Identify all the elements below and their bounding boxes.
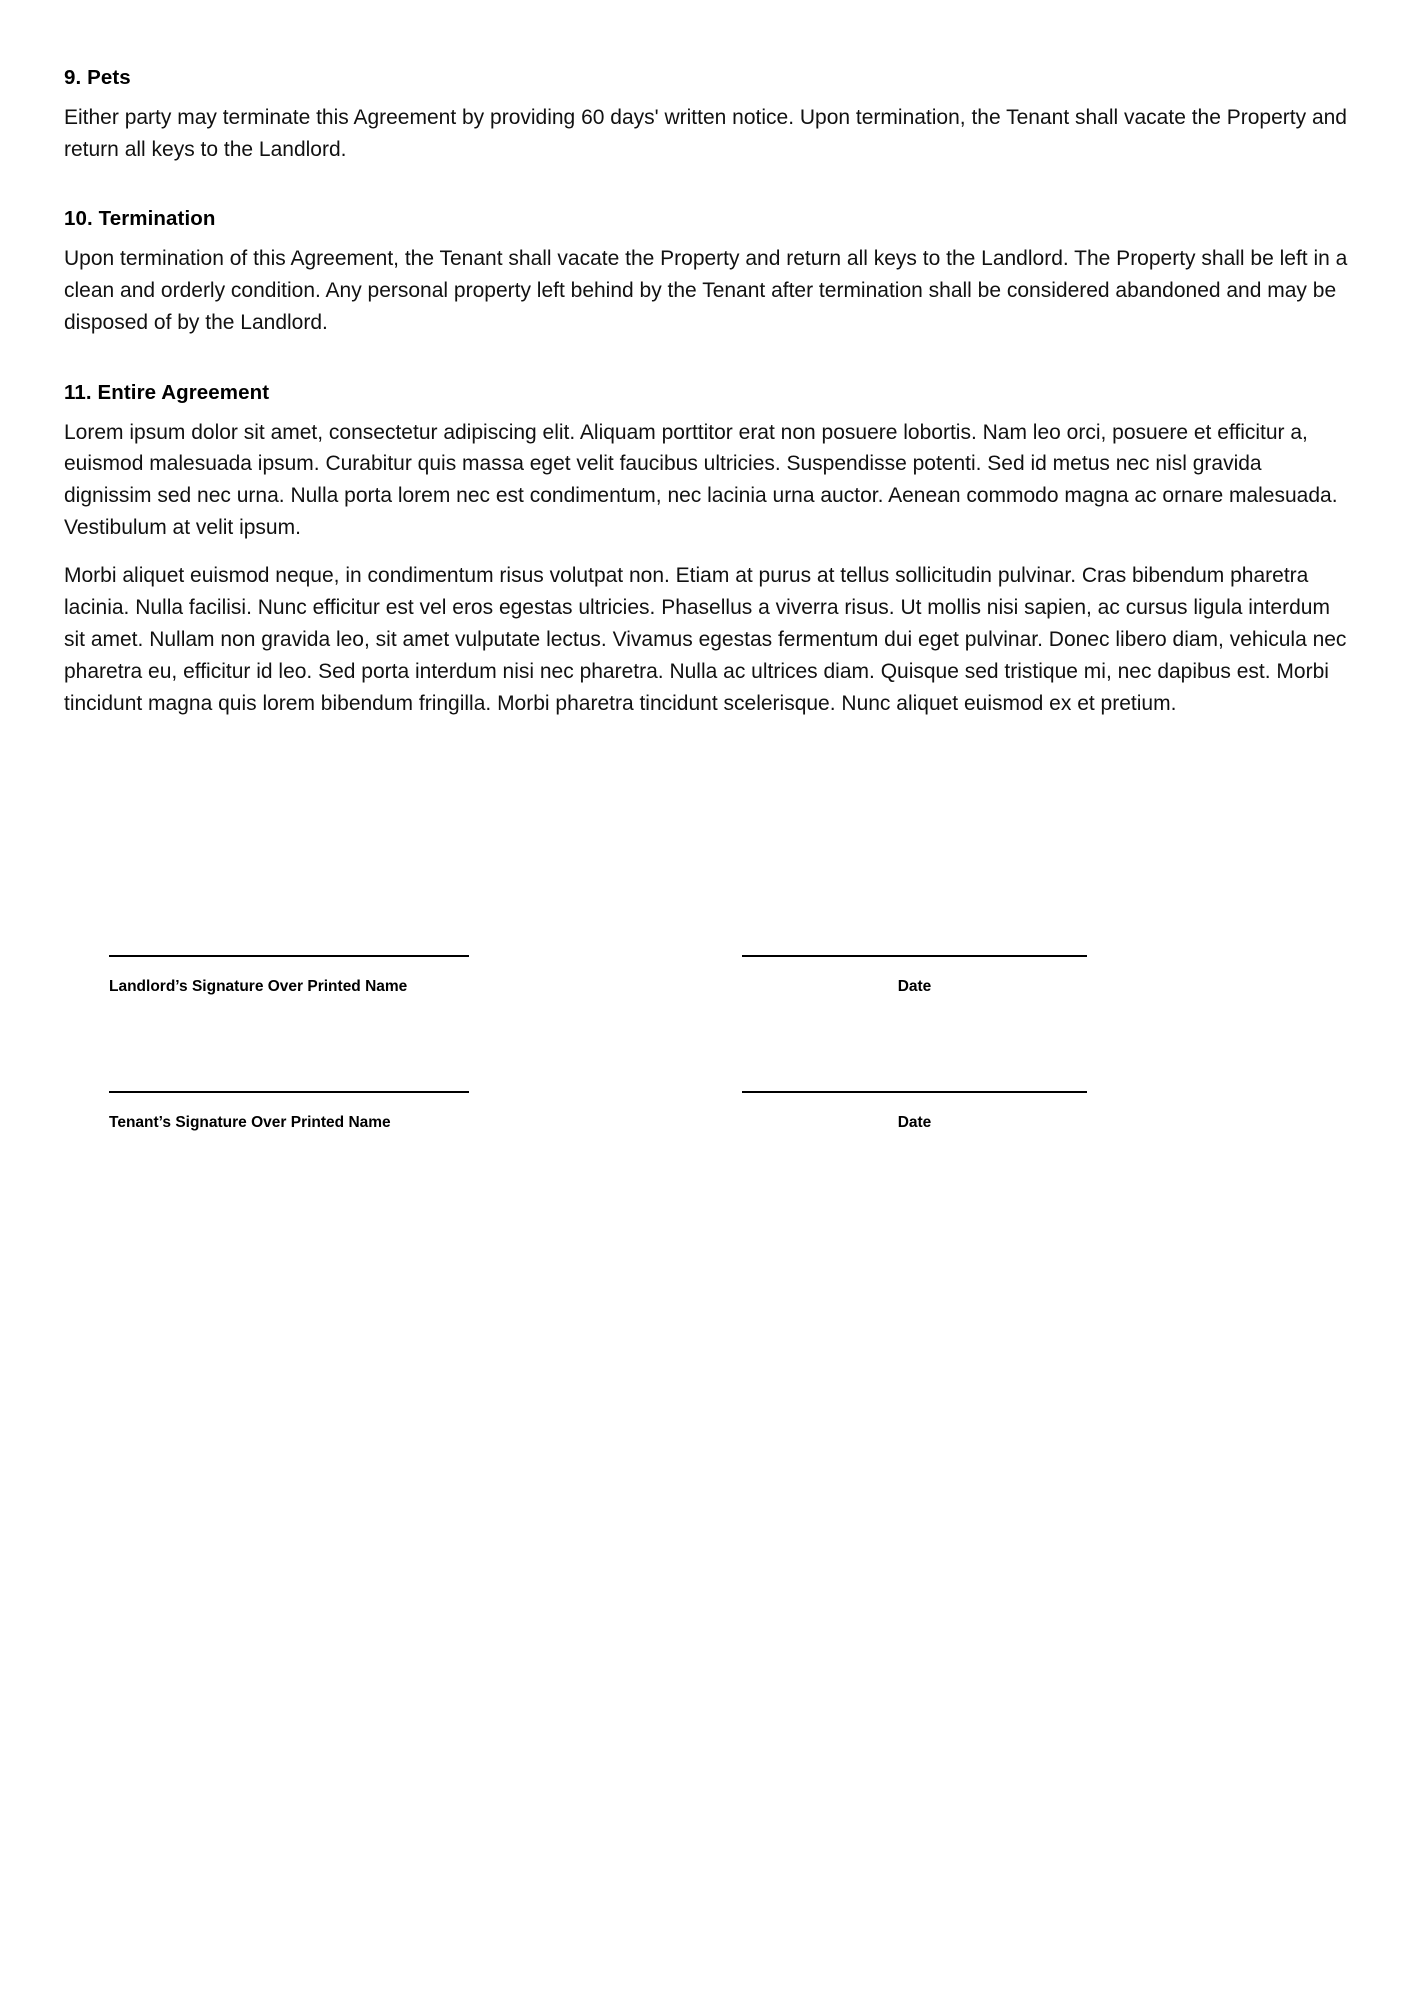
tenant-date-line[interactable] [742, 1091, 1087, 1093]
landlord-date-line[interactable] [742, 955, 1087, 957]
section-paragraph-entire-agreement-1: Lorem ipsum dolor sit amet, consectetur adipiscing elit. Aliquam porttitor erat non posuere lobortis. Nam leo orci, posuere et efficitur a, euismod malesuada ipsum. Curabitur quis massa eget velit faucibus ultricies. Suspendisse potenti. Sed id metus nec nisl gravida dignissim sed nec urna. Nulla porta lorem nec est condimentum, nec lacinia urna auctor. Aenean commodo magna ac ornare malesuada. Vestibulum at velit ipsum. [64, 420, 1338, 540]
tenant-date-label: Date [897, 1114, 932, 1132]
tenant-date-field[interactable] [742, 1091, 1087, 1133]
landlord-date-field[interactable] [742, 955, 1087, 997]
section-heading-entire-agreement: 11. Entire Agreement [64, 380, 270, 404]
signature-row-landlord [64, 955, 1350, 997]
section-pets [64, 64, 1350, 165]
tenant-signature-field[interactable] [109, 1091, 469, 1133]
landlord-signature-label: Landlord’s Signature Over Printed Name [109, 978, 408, 995]
tenant-signature-label: Tenant’s Signature Over Printed Name [109, 1114, 391, 1132]
section-entire-agreement [64, 379, 1350, 720]
section-heading-termination: 10. Termination [64, 207, 216, 231]
section-termination [64, 205, 1350, 338]
landlord-signature-line[interactable] [109, 955, 469, 957]
section-paragraph-termination-1: Upon termination of this Agreement, the Tenant shall vacate the Property and return all keys to the Landlord. The Property shall be left in a clean and orderly condition. Any personal property left behind by the Tenant after termination shall be considered abandoned and may be disposed of by the Landlord. [64, 247, 1348, 334]
landlord-date-label: Date [897, 978, 932, 995]
section-spacer-2 [64, 365, 1350, 379]
signature-block [64, 955, 1350, 1227]
signature-row-tenant [64, 1091, 1350, 1133]
section-heading-pets: 9. Pets [64, 66, 131, 89]
document-body [64, 64, 1350, 746]
section-paragraph-pets-1: Either party may terminate this Agreement by providing 60 days' written notice. Upon termination, the Tenant shall vacate the Property and return all keys to the Landlord. [64, 105, 1347, 161]
section-paragraph-entire-agreement-2: Morbi aliquet euismod neque, in condimentum risus volutpat non. Etiam at purus at tellus sollicitudin pulvinar. Cras bibendum pharetra lacinia. Nulla facilisi. Nunc efficitur est vel eros egestas ultricies. Phasellus a viverra risus. Ut mollis nisi sapien, ac cursus ligula interdum sit amet. Nullam non gravida leo, sit amet vulputate lectus. Vivamus egestas fermentum dui eget pulvinar. Donec libero diam, vehicula nec pharetra eu, efficitur id leo. Sed porta interdum nisi nec pharetra. Nulla ac ultrices diam. Quisque sed tristique mi, nec dapibus est. Morbi tincidunt magna quis lorem bibendum fringilla. Morbi pharetra tincidunt scelerisque. Nunc aliquet euismod ex et pretium. [64, 564, 1347, 715]
tenant-signature-line[interactable] [109, 1091, 469, 1093]
landlord-signature-field[interactable] [109, 955, 469, 997]
section-spacer-1 [64, 191, 1350, 205]
